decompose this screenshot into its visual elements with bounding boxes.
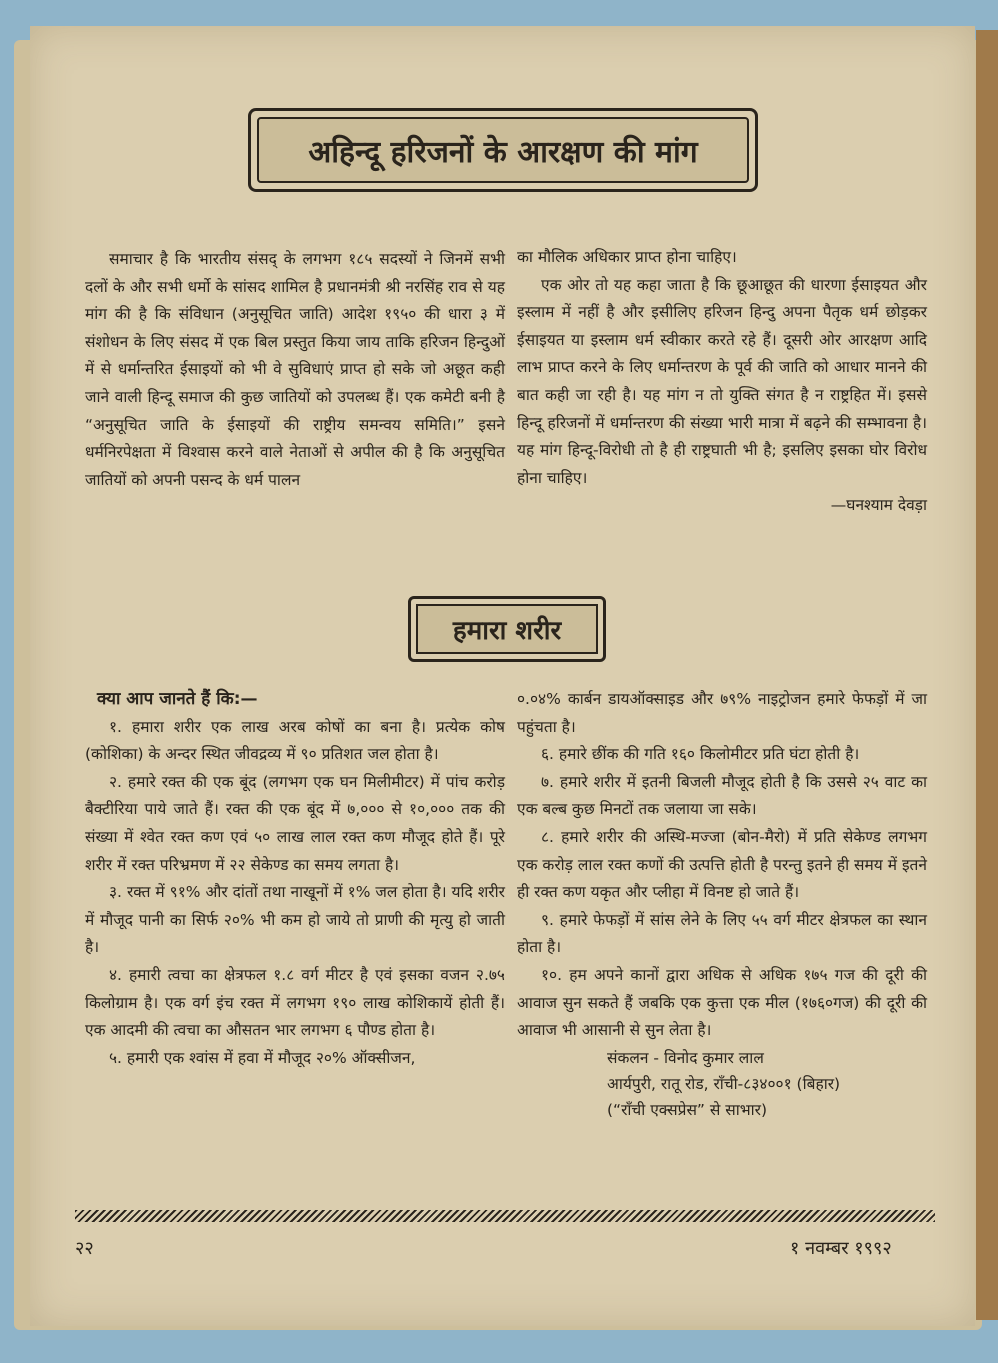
fact-item: ३. रक्त में ९१% और दांतों तथा नाखूनों में १% जल होता है। यदि शरीर में मौजूद पानी का सिर्फ २०% भी कम हो जाये तो प्राणी की मृत्यु हो जाती है। (85, 883, 505, 957)
compiler-credit: संकलन - विनोद कुमार लाल (607, 1048, 764, 1067)
fact-item: २. हमारे रक्त की एक बूंद (लगभग एक घन मिलीमीटर) में पांच करोड़ बैक्टीरिया पाये जाते हैं। रक्त की एक बूंद में ७,००० से १०,००० तक की संख्या में श्वेत रक्त कण एवं ५० लाख लाल रक्त कण मौजूद होते हैं। पूरे शरीर में रक्त परिभ्रमण में २२ सेकेण्ड का समय लगता है। (85, 772, 505, 874)
article1-signature: —घनश्याम देवड़ा (830, 496, 927, 515)
fact-continuation: ०.०४% कार्बन डायऑक्साइड और ७९% नाइट्रोजन हमारे फेफड़ों में जा पहुंचता है। (517, 690, 927, 736)
fact-item: ७. हमारे शरीर में इतनी बिजली मौजूद होती है कि उससे २५ वाट का एक बल्ब कुछ मिनटों तक जलाया जा सके। (517, 772, 927, 819)
article1-right-continuation: का मौलिक अधिकार प्राप्त होना चाहिए। (517, 248, 737, 266)
article1-right-paragraph: एक ओर तो यह कहा जाता है कि छूआछूत की धारणा ईसाइयत और इस्लाम में नहीं है और इसीलिए हरिजन हिन्दु अपना पैतृक धर्म छोड़कर ईसाइयत या इस्लाम धर्म स्वीकार करते रहे हैं। दूसरी ओर आरक्षण आदि लाभ प्राप्त करने के लिए धर्मान्तरण के पूर्व की जाति को आधार मानने की बात कही जा रही है। यह मांग न तो युक्ति संगत है न राष्ट्रहित में। इससे हिन्दू हरिजनों में धर्मान्तरण की संख्या भारी मात्रा में बढ़ने की सम्भावना है। यह मांग हिन्दू-विरोधी तो है ही राष्ट्रघाती भी है; इसलिए इसका घोर विरोध होना चाहिए। (517, 275, 927, 487)
article2-left-column (85, 686, 505, 1072)
magazine-cover-edge (976, 30, 998, 1320)
article1-right-column (517, 244, 927, 520)
article2-title-frame (408, 596, 606, 662)
fact-item: ८. हमारे शरीर की अस्थि-मज्जा (बोन-मैरो) में प्रति सेकेण्ड लगभग एक करोड़ लाल रक्त कणों की उत्पत्ति होती है परन्तु इतने ही समय में इतने ही रक्त कण यकृत और प्लीहा में विनष्ट हो जाते हैं। (517, 827, 927, 902)
source-credit: (“राँची एक्सप्रेस” से साभार) (607, 1100, 768, 1119)
fact-item: ४. हमारी त्वचा का क्षेत्रफल १.८ वर्ग मीटर है एवं इसका वजन २.७५ किलोग्राम है। एक वर्ग इंच रक्त में लगभग १९० लाख कोशिकायें होती हैं। एक आदमी की त्वचा का औसतन भार लगभग ६ पौण्ड होता है। (85, 965, 505, 1040)
magazine-page (30, 26, 975, 1326)
fact-item: १०. हम अपने कानों द्वारा अधिक से अधिक १७५ गज की दूरी की आवाज सुन सकते हैं जबकि एक कुत्ता एक मील (१७६०गज) की दूरी की आवाज भी आसानी से सुन लेता है। (517, 965, 927, 1040)
article1-left-column (85, 246, 505, 494)
question-heading: क्या आप जानते हैं कि:— (97, 689, 258, 709)
article1-left-paragraph: समाचार है कि भारतीय संसद् के लगभग १८५ सदस्यों ने जिनमें सभी दलों के और सभी धर्मो के सांसद शामिल है प्रधानमंत्री श्री नरसिंह राव से यह मांग की है कि संविधान (अनुसूचित जाति) आदेश १९५० की धारा ३ में संशोधन के लिए संसद में एक बिल प्रस्तुत किया जाय ताकि हरिजन हिन्दुओं में से धर्मान्तरित ईसाइयों को भी वे सुविधाएं प्राप्त हो सके जो अछूत कही जाने वाली हिन्दू समाज की कुछ जातियों को उपलब्ध हैं। एक कमेटी बनी है “अनुसूचित जाति के ईसाइयों की राष्ट्रीय समन्वय समिति।” इसने धर्मनिरपेक्षता में विश्वास करने वाले नेताओं से अपील की है कि अनुसूचित जातियों को अपनी पसन्द के धर्म पालन (85, 250, 505, 489)
fact-item: ९. हमारे फेफड़ों में सांस लेने के लिए ५५ वर्ग मीटर क्षेत्रफल का स्थान होता है। (517, 910, 927, 957)
compiler-address: आर्यपुरी, रातू रोड, राँची-८३४००१ (बिहार) (607, 1074, 841, 1093)
issue-date: १ नवम्बर १९९२ (790, 1238, 892, 1259)
page-number: २२ (75, 1238, 94, 1259)
footer-hatched-rule (75, 1210, 935, 1222)
fact-item: ६. हमारे छींक की गति १६० किलोमीटर प्रति घंटा होती है। (541, 745, 860, 764)
fact-item: ५. हमारी एक श्वांस में हवा में मौजूद २०% ऑक्सीजन, (109, 1048, 416, 1067)
article2-right-column (517, 686, 927, 1123)
fact-item: १. हमारा शरीर एक लाख अरब कोषों का बना है। प्रत्येक कोष (कोशिका) के अन्दर स्थित जीवद्रव्य में ९० प्रतिशत जल होता है। (85, 717, 505, 764)
article2-title: हमारा शरीर (452, 616, 562, 646)
article1-title: अहिन्दू हरिजनों के आरक्षण की मांग (308, 134, 698, 170)
article1-title-frame (248, 108, 758, 192)
